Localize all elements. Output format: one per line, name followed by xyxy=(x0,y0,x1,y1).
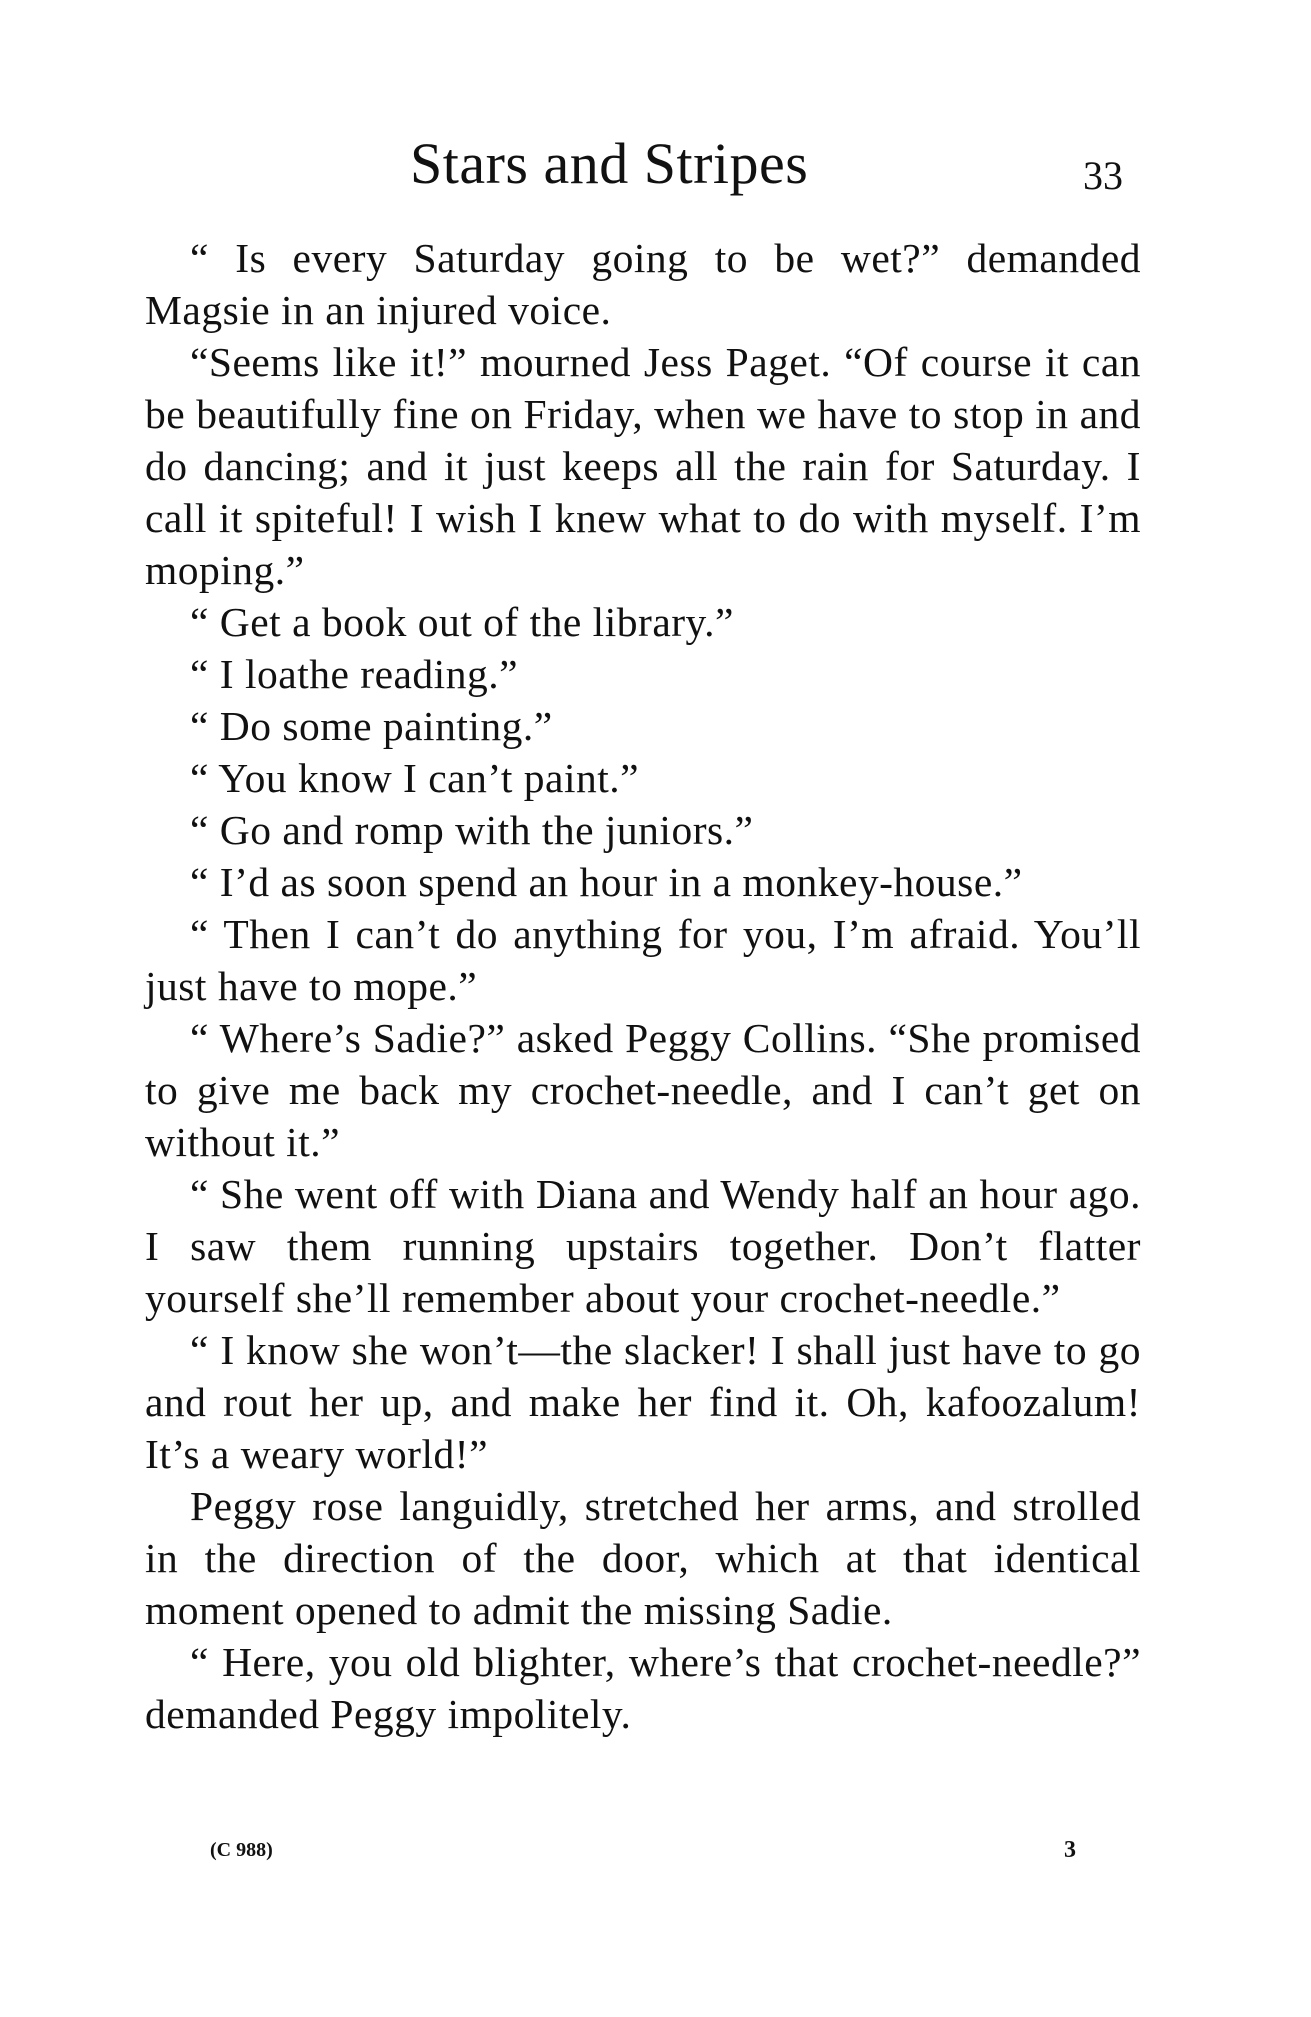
running-title: Stars and Stripes xyxy=(410,131,809,196)
signature-code: (C 988) xyxy=(210,1839,273,1861)
paragraph: “Seems like it!” mourned Jess Paget. “Of course it can be beautifully fine on Friday, when we have to stop in and do dancing; and it just keeps all the rain for Saturday. I call it spiteful! I wish I knew what to do with myself. I’m moping.” xyxy=(145,339,1141,593)
paragraph: “ Then I can’t do anything for you, I’m afraid. You’ll just have to mope.” xyxy=(145,911,1141,1009)
paragraph: “ Where’s Sadie?” asked Peggy Collins. “She promised to give me back my crochet-needle, and I can’t get on without it.” xyxy=(145,1015,1141,1165)
paragraph: Peggy rose languidly, stretched her arms, and strolled in the direction of the door, which at that identical moment opened to admit the missing Sadie. xyxy=(145,1483,1141,1633)
paragraph: “ Go and romp with the juniors.” xyxy=(190,807,754,853)
printer-signature xyxy=(0,1832,1311,1872)
paragraph: “ You know I can’t paint.” xyxy=(190,755,640,801)
paragraph: “ Is every Saturday going to be wet?” demanded Magsie in an injured voice. xyxy=(145,235,1141,333)
paragraph: “ I loathe reading.” xyxy=(190,651,518,697)
page-number: 33 xyxy=(1083,153,1123,198)
paragraph: “ She went off with Diana and Wendy half an hour ago. I saw them running upstairs together. Don’t flatter yourself she’ll remember about your crochet-needle.” xyxy=(145,1171,1141,1321)
running-head xyxy=(0,128,1311,208)
paragraph: “ Get a book out of the library.” xyxy=(190,599,734,645)
paragraph: “ I’d as soon spend an hour in a monkey-house.” xyxy=(190,859,1023,905)
paragraph: “ Do some painting.” xyxy=(190,703,553,749)
paragraph: “ I know she won’t—the slacker! I shall just have to go and rout her up, and make her find it. Oh, kafoozalum! It’s a weary world!” xyxy=(145,1327,1141,1477)
body-text xyxy=(145,232,1141,1740)
signature-number: 3 xyxy=(1064,1837,1076,1863)
paragraph: “ Here, you old blighter, where’s that crochet-needle?” demanded Peggy impolitely. xyxy=(145,1639,1141,1737)
